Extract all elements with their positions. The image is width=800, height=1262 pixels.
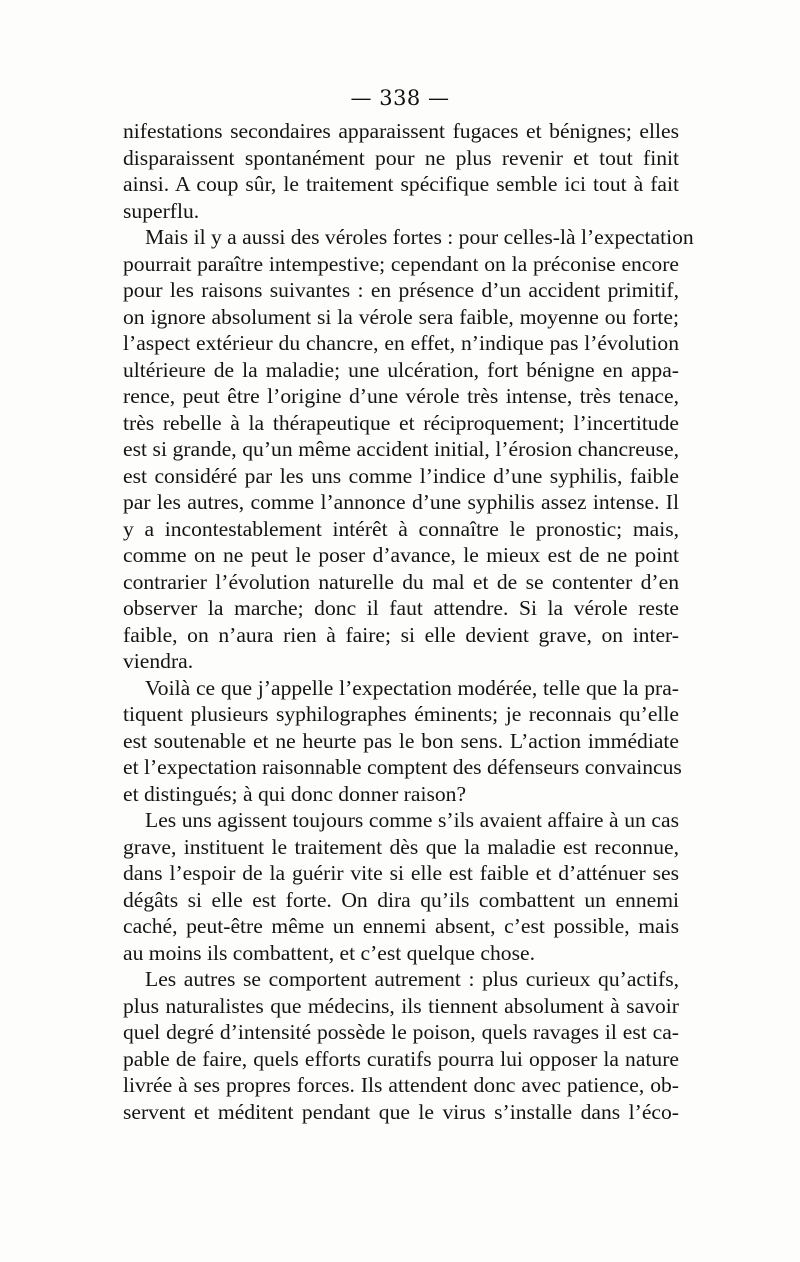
text-line: au moins ils combattent, et c’est quelque chose. bbox=[123, 940, 535, 965]
text-line: ainsi. A coup sûr, le traitement spécifique semble ici tout à fait bbox=[123, 172, 679, 196]
text-line: caché, peut-être même un ennemi absent, c’est possible, mais bbox=[123, 914, 679, 938]
text-line: pable de faire, quels efforts curatifs pourra lui opposer la nature bbox=[123, 1046, 679, 1071]
text-line: livrée à ses propres forces. Ils attendent donc avec patience, ob- bbox=[123, 1073, 679, 1097]
text-line: est considéré par les uns comme l’indice d’une syphilis, faible bbox=[123, 463, 679, 488]
page-number: — 338 — bbox=[350, 86, 450, 110]
text-line: et distingués; à qui donc donner raison? bbox=[123, 781, 467, 806]
text-line: Voilà ce que j’appelle l’expectation modérée, telle que la pra- bbox=[145, 675, 679, 700]
text-line: très rebelle à la thérapeutique et réciproquement; l’incertitude bbox=[123, 410, 679, 435]
text-line: tiquent plusieurs syphilographes éminents; je reconnais qu’elle bbox=[123, 702, 679, 726]
text-line: superflu. bbox=[123, 198, 200, 223]
text-line: dégâts si elle est forte. On dira qu’ils combattent un ennemi bbox=[123, 887, 679, 912]
text-line: Mais il y a aussi des véroles fortes : pour celles-là l’expectation bbox=[145, 225, 694, 249]
text-line: Les uns agissent toujours comme s’ils avaient affaire à un cas bbox=[145, 808, 679, 832]
text-line: ultérieure de la maladie; une ulcération, fort bénigne en appa- bbox=[123, 357, 679, 382]
text-line: et l’expectation raisonnable comptent des défenseurs convaincus bbox=[123, 755, 682, 779]
text-line: nifestations secondaires apparaissent fugaces et bénignes; elles bbox=[123, 119, 679, 143]
text-line: on ignore absolument si la vérole sera faible, moyenne ou forte; bbox=[123, 304, 679, 329]
text-line: est si grande, qu’un même accident initial, l’érosion chancreuse, bbox=[123, 437, 679, 461]
text-line: grave, instituent le traitement dès que la maladie est reconnue, bbox=[123, 834, 679, 859]
text-line: rence, peut être l’origine d’une vérole très intense, très tenace, bbox=[123, 384, 679, 408]
text-line: observer la marche; donc il faut attendre. Si la vérole reste bbox=[123, 596, 679, 620]
text-line: Les autres se comportent autrement : plus curieux qu’actifs, bbox=[145, 967, 679, 991]
body-text bbox=[123, 118, 694, 1125]
text-line: dans l’espoir de la guérir vite si elle est faible et d’atténuer ses bbox=[123, 861, 679, 885]
text-line: plus naturalistes que médecins, ils tiennent absolument à savoir bbox=[123, 993, 679, 1018]
text-line: viendra. bbox=[123, 649, 194, 673]
text-line: pour les raisons suivantes : en présence d’un accident primitif, bbox=[123, 278, 679, 302]
text-line: contrarier l’évolution naturelle du mal et de se contenter d’en bbox=[123, 569, 679, 594]
text-line: par les autres, comme l’annonce d’une syphilis assez intense. Il bbox=[123, 490, 679, 514]
text-line: servent et méditent pendant que le virus s’installe dans l’éco- bbox=[123, 1099, 679, 1124]
text-line: est soutenable et ne heurte pas le bon sens. L’action immédiate bbox=[123, 728, 679, 753]
text-line: y a incontestablement intérêt à connaître le pronostic; mais, bbox=[123, 516, 679, 541]
text-line: faible, on n’aura rien à faire; si elle devient grave, on inter- bbox=[123, 622, 679, 647]
text-line: disparaissent spontanément pour ne plus revenir et tout finit bbox=[123, 145, 679, 170]
text-line: l’aspect extérieur du chancre, en effet, n’indique pas l’évolution bbox=[123, 331, 679, 355]
text-line: pourrait paraître intempestive; cependant on la préconise encore bbox=[123, 251, 679, 276]
text-line: comme on ne peut le poser d’avance, le mieux est de ne point bbox=[123, 543, 679, 567]
text-line: quel degré d’intensité possède le poison, quels ravages il est ca- bbox=[123, 1020, 679, 1044]
